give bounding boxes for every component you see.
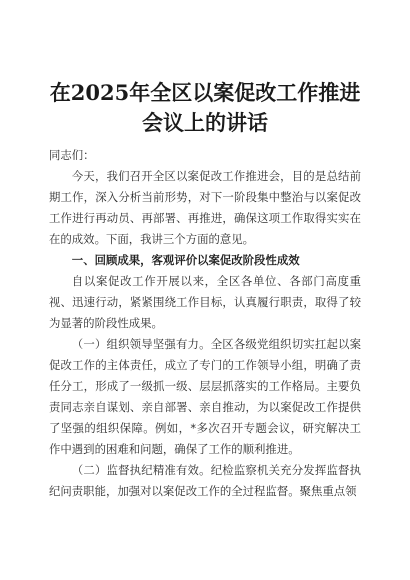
- salutation: 同志们：: [49, 148, 95, 162]
- paragraph-intro: 今天，我们召开全区以案促改工作推进会，目的是总结前期工作，深入分析当前形势，对下一阶段集中整治与以案促改工作进行再动员、再部署、再推进，确保这项工作取得实实在在的成效。下面，我讲三个方面的意见。: [49, 169, 361, 246]
- document-body: [49, 145, 361, 502]
- paragraph-results-summary: 自以案促改工作开展以来，全区各单位、各部门高度重视、迅速行动，紧紧围绕工作目标，认真履行职责，取得了较为显著的阶段性成果。: [49, 274, 361, 330]
- paragraph-organization-leadership: （一）组织领导坚强有力。全区各级党组织切实扛起以案促改工作的主体责任，成立了专门的工作领导小组，明确了责任分工，形成了一级抓一级、层层抓落实的工作格局。主要负责同志亲自谋划、亲自部署、亲自推动，为以案促改工作提供了坚强的组织保障。例如，*多次召开专题会议，研究解决工作中遇到的困难和问题，确保了工作的顺利推进。: [49, 337, 361, 456]
- document-title: 在2025年全区以案促改工作推进会议上的讲话: [49, 80, 361, 135]
- section-heading-1: 一、回顾成果，客观评价以案促改阶段性成效: [71, 253, 300, 267]
- paragraph-supervision-discipline: （二）监督执纪精准有效。纪检监察机关充分发挥监督执纪问责职能，加强对以案促改工作的全过程监督。聚焦重点领: [49, 463, 361, 498]
